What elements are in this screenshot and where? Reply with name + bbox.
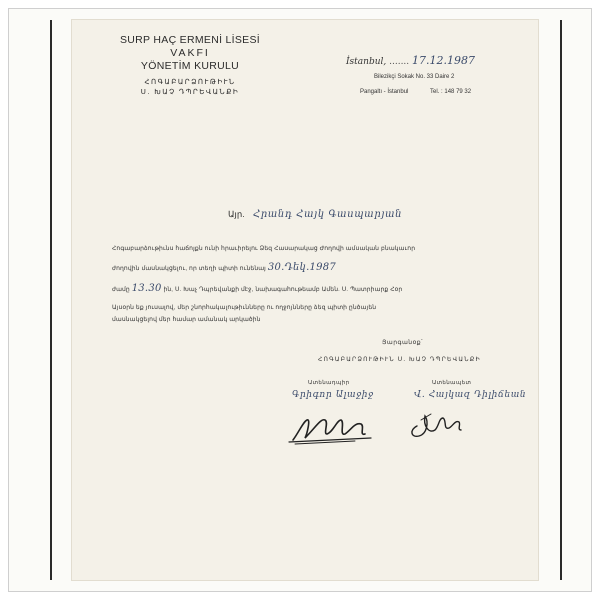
meeting-time: 13.30	[131, 283, 162, 294]
date-line	[346, 54, 475, 67]
salutation	[228, 209, 402, 220]
secretary-role: Ատենադպիր	[308, 380, 350, 386]
paper-shadow-right	[560, 20, 562, 580]
letter-paper	[72, 20, 538, 580]
body-line-1: Հոգաբարձութիւնս հաճոյքն ունի հրաւիրելու Ձեզ Հասարակաց Ժողովի ամսական բնակաւոր	[112, 246, 416, 252]
closing-board: ՀՈԳԱԲԱՐՁՈՒԹԻՒՆ Ս. ԽԱՉ ԴՊՐԵՎԱՆՔԻ	[318, 357, 481, 363]
salutation-prefix: Այր.	[228, 209, 245, 219]
date-value: 17.12.1987	[412, 54, 476, 67]
date-city: İstanbul,	[346, 57, 387, 67]
body-line-3	[112, 283, 402, 294]
body-line-3-post: ին, Ս. Խաչ Դպրեվանքի մէջ, նախագահութեամբ Ամեն. Ս. Պատրիարք Հօր	[163, 287, 403, 293]
letterhead-vakfi: VAKFI	[170, 47, 210, 59]
body-line-4: Այսօրն եք յուսալով, մեր շնորհակալութիւնները ու ողջոյնները ձեզ պիտի ընծայեն	[112, 305, 377, 311]
chairman-role: Ատենապետ	[432, 380, 472, 386]
paper-shadow-left	[50, 20, 52, 580]
letterhead	[110, 34, 270, 96]
body-line-2-text: ժողովին մասնակցելու, որ տեղի պիտի ունենայ	[112, 266, 266, 272]
body-line-3-pre: ժամը	[112, 287, 130, 293]
address-district: Pangaltı - İstanbul	[360, 89, 409, 95]
chairman-signature	[405, 404, 465, 444]
address-street: Bilezikçi Sokak No. 33 Daire 2	[374, 74, 455, 80]
recipient-name: Հրանդ Հայկ Գասպարյան	[252, 209, 403, 220]
letterhead-board: YÖNETİM KURULU	[140, 60, 240, 72]
meeting-date: 30.Դեկ.1987	[267, 262, 336, 273]
date-leader: .......	[389, 57, 410, 67]
letterhead-school: SURP HAÇ ERMENİ LİSESİ	[119, 34, 261, 46]
letterhead-armenian-school: Ս. ԽԱՉ ԴՊՐԵՎԱՆՔԻ	[140, 89, 240, 96]
secretary-name: Գրիգոր Ալաջիջ	[292, 390, 374, 400]
address-telephone: Tel. : 148 79 32	[430, 89, 472, 95]
letterhead-armenian-board: ՀՈԳԱԲԱՐՁՈՒԹԻՒՆ	[144, 79, 236, 86]
body-line-2	[112, 262, 336, 273]
closing-regards: Յարգանօք՝	[382, 340, 424, 346]
body-line-5: մասնակցելով մեր համար ամանակ արկածին	[112, 317, 261, 323]
secretary-signature	[285, 408, 375, 448]
chairman-name: Վ. Հայկազ Դիլիճեան	[414, 390, 527, 400]
address-district-line	[360, 89, 471, 95]
